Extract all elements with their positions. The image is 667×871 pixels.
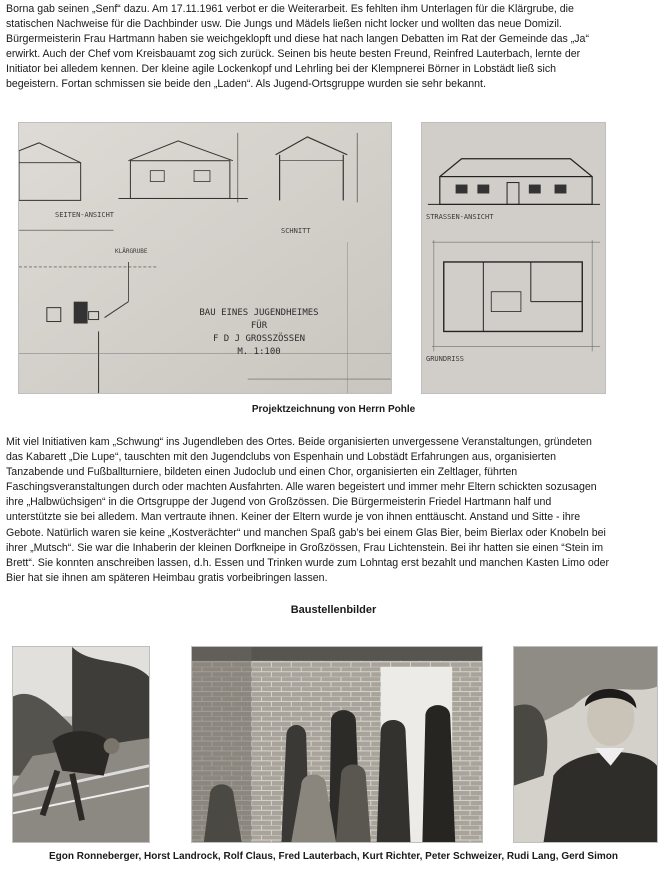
text-line: erwirkt. Auch der Chef vom Kreisbauamt zog sich zurück. Seinen bis heute besten Freund, Reinfred Lauterbach, lernte der xyxy=(6,48,581,61)
photo-worker-on-roof xyxy=(12,646,150,843)
text-line: Bier hat sie ihnen am späteren Heimbau gratis vorbeibringen lassen. xyxy=(6,571,328,584)
drawing-title-line1: BAU EINES JUGENDHEIMES xyxy=(199,308,319,318)
label-klaergrube: KLÄRGRUBE xyxy=(115,248,148,255)
drawing-title-line2: FÜR xyxy=(250,321,268,331)
text-line: Faschingsveranstaltungen durch oder machten Ausfahrten. Alle waren begeistert und immer mehr Eltern schickten sozusagen xyxy=(6,481,597,494)
drawing-title xyxy=(189,307,329,359)
paragraph-youth-life xyxy=(6,435,660,586)
project-drawing-floor-plan xyxy=(421,122,606,394)
drawing-title-line3: F D J GROSSZÖSSEN xyxy=(212,334,306,344)
label-schnitt: SCHNITT xyxy=(281,227,311,235)
drawing-scale: M. 1:100 xyxy=(237,347,281,357)
text-line: Tanzabende und Fußballturniere, bildeten einen Judoclub und einen Chor, organisierten ein Zeltlager, führten xyxy=(6,466,518,479)
label-strassen-ansicht: STRASSEN-ANSICHT xyxy=(426,213,494,221)
text-line: ihre „Halbwüchsigen“ in die Ortsgruppe der Jugend von Großzössen. Die Bürgermeisterin Friedel Hartmann half und xyxy=(6,496,552,509)
photo-group-at-brick-wall xyxy=(191,646,483,843)
caption-names: Egon Ronneberger, Horst Landrock, Rolf Claus, Fred Lauterbach, Kurt Richter, Peter Schweizer, Rudi Lang, Gerd Simon xyxy=(49,851,618,862)
text-line: begeistern. Fortan schmissen sie beide den „Laden“. Als Jugend-Ortsgruppe wurden sie sehr bekannt. xyxy=(6,78,486,91)
text-line: Bürgermeisterin Frau Hartmann haben sie weichgeklopft und diese hat nach langen Debatten im Rat der Gemeinde das „Ja“ xyxy=(6,33,589,46)
text-line: Mit viel Initiativen kam „Schwung“ ins Jugendleben des Ortes. Beide organisierten unvergessene Veranstaltungen, gründeten xyxy=(6,436,592,448)
caption-project-drawing: Projektzeichnung von Herrn Pohle xyxy=(251,404,416,415)
text-line: unterstützte sie bei alledem. Man vertraute ihnen. Keiner der Eltern wurde je von ihnen enttäuscht. Anstand und Sitte - ihre xyxy=(6,511,581,524)
text-line: Brett“. Sie konnten anschreiben lassen, d.h. Essen und Trinken wurde zum Lohntag erst bezahlt und manchen Kasten Limo oder xyxy=(6,556,610,569)
photo-young-man-portrait xyxy=(513,646,658,843)
project-drawing-side-view xyxy=(18,122,392,394)
text-line: ihrer „Mutsch“. Sie war die Inhaberin der kleinen Dorfkneipe in Großzössen, Frau Lichtenstein. Bei ihr hatten sie einen “Stein im xyxy=(6,541,604,554)
label-seiten-ansicht: SEITEN-ANSICHT xyxy=(55,211,115,219)
label-grundriss: GRUNDRISS xyxy=(426,355,464,363)
text-line: Gebote. Natürlich waren sie keine „Kostverächter“ und manchen Spaß gab’s bei einem Glas Bier, beim Bierlax oder Knobeln bei xyxy=(6,526,606,539)
text-line: Borna gab seinen „Senf“ dazu. Am 17.11.1961 verbot er die Weiterarbeit. Es fehlten ihm Unterlagen für die Klärgrube, die xyxy=(6,3,574,15)
paragraph-intro xyxy=(6,2,660,93)
text-line: statischen Nachweise für die Dachbinder usw. Die Jungs und Mädels ließen nicht locker und wollten das neue Domizil. xyxy=(6,18,562,31)
caption-construction-photos: Baustellenbilder xyxy=(290,604,377,616)
text-line: das Kabarett „Die Lupe“, tauschten mit den Jugendclubs von Espenhain und Lobstädt Erfahrungen aus, organisierten xyxy=(6,451,557,464)
text-line: Initiator bei alledem kennen. Der kleine agile Lockenkopf und Lehrling bei der Klempnerei Börner in Lobstädt ließ sich xyxy=(6,63,557,76)
